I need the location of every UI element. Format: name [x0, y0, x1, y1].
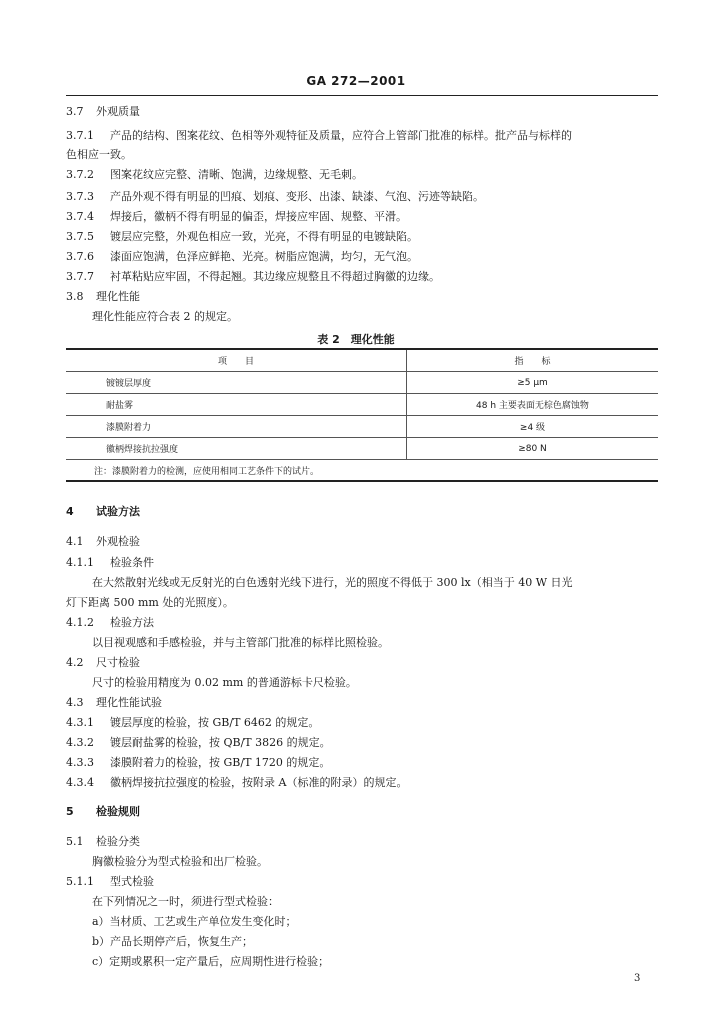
- table-cell-item: 徽柄焊接抗拉强度: [66, 438, 407, 460]
- clause-text: 图案花纹应完整、清晰、饱满，边缘规整、无毛刺。: [110, 168, 363, 181]
- section-number: 4: [66, 505, 74, 518]
- section-title: 检验分类: [96, 835, 140, 848]
- clause-text: 漆面应饱满，色泽应鲜艳、光亮。树脂应饱满，均匀，无气泡。: [110, 250, 418, 263]
- column-header-spec: 指 标: [407, 349, 659, 372]
- section-5-1-heading: [66, 835, 140, 849]
- clause-text: 镀层耐盐雾的检验，按 QB/T 3826 的规定。: [110, 736, 331, 749]
- clause-3-7-6: [66, 250, 418, 264]
- section-title: 检验规则: [96, 805, 140, 818]
- clause-4-3-4: [66, 776, 407, 790]
- table-cell-item: 耐盐雾: [66, 394, 407, 416]
- clause-text: 徽柄焊接抗拉强度的检验，按附录 A（标准的附录）的规定。: [110, 776, 408, 789]
- section-number: 4.1.2: [66, 616, 94, 629]
- section-5-heading: [66, 805, 140, 819]
- clause-number: 4.3.1: [66, 716, 94, 729]
- clause-4-3-2: [66, 736, 331, 750]
- section-4-1-1-text: 在大然散射光线或无反射光的白色透射光线下进行，光的照度不得低于 300 lx（相当于 40 W 日光: [92, 576, 573, 589]
- section-title: 理化性能试验: [96, 696, 162, 709]
- section-title: 试验方法: [96, 505, 140, 518]
- section-4-1-2-heading: [66, 616, 154, 630]
- section-number: 3.8: [66, 290, 84, 303]
- clause-text: 漆膜附着力的检验，按 GB/T 1720 的规定。: [110, 756, 331, 769]
- list-item: a）当材质、工艺或生产单位发生变化时；: [92, 915, 297, 928]
- header-rule: [66, 95, 658, 96]
- clause-3-7-1-continued: 色相应一致。: [66, 148, 132, 161]
- clause-text: 产品的结构、图案花纹、色相等外观特征及质量，应符合上管部门批准的标样。批产品与标样的: [110, 129, 572, 142]
- table-header-row: [66, 349, 658, 372]
- clause-text: 镀层应完整，外观色相应一致，光亮，不得有明显的电镀缺陷。: [110, 230, 418, 243]
- page-number: 3: [634, 973, 641, 984]
- section-3-8-text: 理化性能应符合表 2 的规定。: [92, 310, 238, 323]
- section-4-heading: [66, 505, 140, 519]
- clause-4-3-1: [66, 716, 319, 730]
- clause-number: 4.3.2: [66, 736, 94, 749]
- section-title: 尺寸检验: [96, 656, 140, 669]
- section-number: 4.1.1: [66, 556, 94, 569]
- section-4-3-heading: [66, 696, 162, 710]
- table-cell-spec: ≥4 级: [407, 416, 659, 438]
- section-5-1-1-heading: [66, 875, 154, 889]
- clause-3-7-2: [66, 168, 363, 182]
- section-number: 4.2: [66, 656, 84, 669]
- section-4-2-text: 尺寸的检验用精度为 0.02 mm 的普通游标卡尺检验。: [92, 676, 357, 689]
- clause-number: 3.7.6: [66, 250, 94, 263]
- clause-text: 产品外观不得有明显的凹痕、划痕、变形、出漆、缺漆、气泡、污迹等缺陷。: [110, 190, 484, 203]
- section-title: 检验方法: [110, 616, 154, 629]
- section-number: 4.3: [66, 696, 84, 709]
- section-number: 4.1: [66, 535, 84, 548]
- section-number: 5: [66, 805, 74, 818]
- table-2-properties: [66, 348, 658, 482]
- table-cell-item: 镀镀层厚度: [66, 372, 407, 394]
- clause-number: 3.7.7: [66, 270, 94, 283]
- list-item: b）产品长期停产后，恢复生产；: [92, 935, 254, 948]
- section-number: 5.1: [66, 835, 84, 848]
- section-number: 3.7: [66, 105, 84, 118]
- clause-3-7-7: [66, 270, 440, 284]
- section-title: 理化性能: [96, 290, 140, 303]
- clause-text: 衬革粘贴应牢固，不得起翘。其边缘应规整且不得超过胸徽的边缘。: [110, 270, 440, 283]
- table-cell-item: 漆膜附着力: [66, 416, 407, 438]
- table-cell-spec: 48 h 主要表面无棕色腐蚀物: [407, 394, 659, 416]
- section-title: 检验条件: [110, 556, 154, 569]
- section-title: 外观质量: [96, 105, 140, 118]
- standard-number-header: GA 272—2001: [306, 74, 406, 88]
- table-note-row: [66, 460, 658, 482]
- table-cell-spec: ≥80 N: [407, 438, 659, 460]
- section-4-1-1-heading: [66, 556, 154, 570]
- clause-3-7-1: [66, 129, 572, 143]
- table-2-caption: 表 2 理化性能: [317, 333, 395, 346]
- clause-text: 焊接后，徽柄不得有明显的偏歪，焊接应牢固、规整、平滑。: [110, 210, 407, 223]
- section-4-1-heading: [66, 535, 140, 549]
- table-row: [66, 438, 658, 460]
- table-note: 注：漆膜附着力的检测，应使用相同工艺条件下的试片。: [94, 466, 320, 477]
- table-row: [66, 372, 658, 394]
- table-row: [66, 394, 658, 416]
- section-3-8-heading: [66, 290, 140, 304]
- clause-text: 镀层厚度的检验，按 GB/T 6462 的规定。: [110, 716, 320, 729]
- clause-number: 3.7.1: [66, 129, 94, 142]
- section-4-1-2-text: 以目视观感和手感检验，并与主管部门批准的标样比照检验。: [92, 636, 389, 649]
- section-4-1-1-text-continued: 灯下距离 500 mm 处的光照度）。: [66, 596, 234, 609]
- section-5-1-text: 胸徽检验分为型式检验和出厂检验。: [92, 855, 268, 868]
- clause-3-7-3: [66, 190, 484, 204]
- column-header-item: 项 目: [66, 349, 407, 372]
- clause-number: 3.7.2: [66, 168, 94, 181]
- clause-number: 3.7.4: [66, 210, 94, 223]
- table-row: [66, 416, 658, 438]
- section-number: 5.1.1: [66, 875, 94, 888]
- section-5-1-1-intro: 在下列情况之一时，须进行型式检验：: [92, 895, 279, 908]
- clause-number: 3.7.5: [66, 230, 94, 243]
- section-3-7-heading: [66, 105, 140, 119]
- table-cell-spec: ≥5 μm: [407, 372, 659, 394]
- list-item: c）定期或累积一定产量后，应周期性进行检验；: [92, 955, 330, 968]
- clause-number: 3.7.3: [66, 190, 94, 203]
- clause-3-7-5: [66, 230, 418, 244]
- clause-number: 4.3.3: [66, 756, 94, 769]
- section-title: 外观检验: [96, 535, 140, 548]
- section-title: 型式检验: [110, 875, 154, 888]
- clause-3-7-4: [66, 210, 407, 224]
- section-4-2-heading: [66, 656, 140, 670]
- clause-4-3-3: [66, 756, 330, 770]
- clause-number: 4.3.4: [66, 776, 94, 789]
